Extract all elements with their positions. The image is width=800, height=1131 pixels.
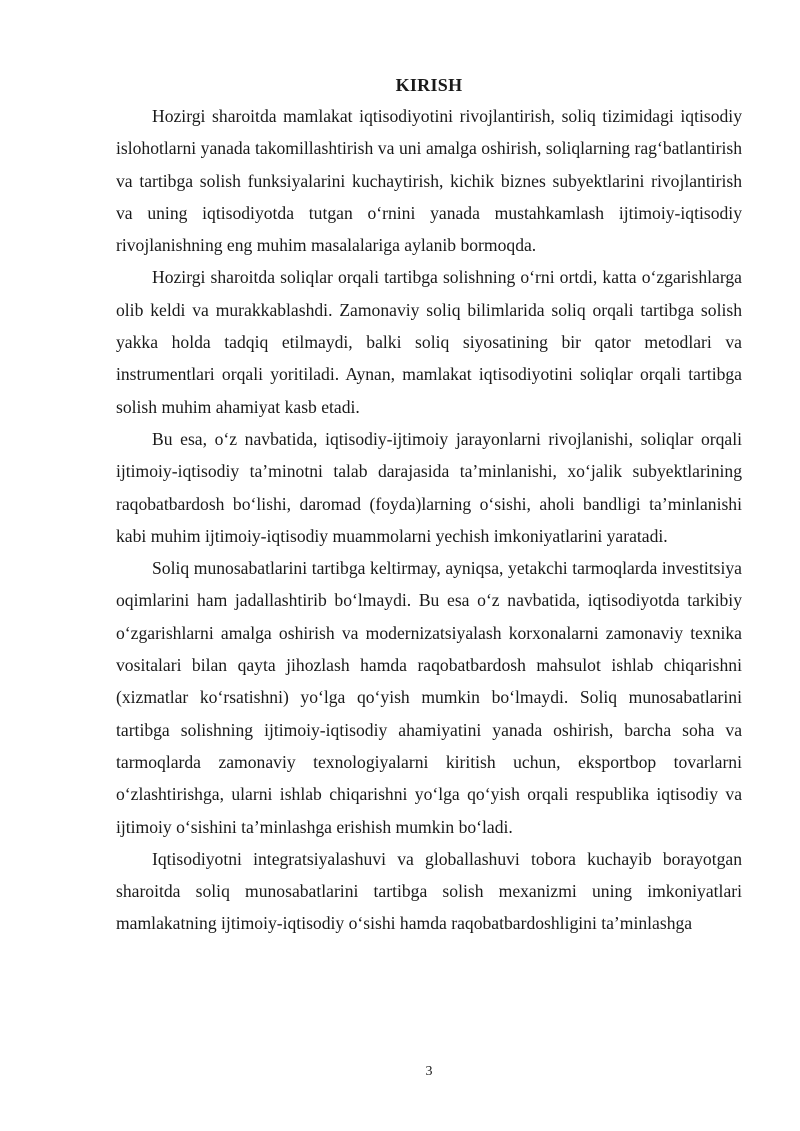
paragraph-3: Bu esa, o‘z navbatida, iqtisodiy-ijtimoiy jarayonlarni rivojlanishi, soliqlar orqali ijtimoiy-iqtisodiy ta’minotni talab darajasida ta’minlanishi, xo‘jalik subyektlarining raqobatbardosh bo‘lishi, daromad (foyda)larning o‘sishi, aholi bandligi ta’minlanishi kabi muhim ijtimoiy-iqtisodiy muammolarni yechish imkoniyatlarini yaratadi.	[116, 428, 742, 546]
paragraph-4: Soliq munosabatlarini tartibga keltirmay, ayniqsa, yetakchi tarmoqlarda investitsiya oqimlarini ham jadallashtirib bo‘lmaydi. Bu esa o‘z navbatida, iqtisodiyotda tarkibiy o‘zgarishlarni amalga oshirish va modernizatsiyalash korxonalarni zamonaviy texnika vositalari bilan qayta jihozlash hamda raqobatbardosh mahsulot ishlab chiqarishni (xizmatlar ko‘rsatishni) yo‘lga qo‘yish mumkin bo‘lmaydi. Soliq munosabatlarini tartibga solishning ijtimoiy-iqtisodiy ahamiyatini yanada oshirish, barcha soha va tarmoqlarda zamonaviy texnologiyalarni kiritish uchun, eksportbop tovarlarni o‘zlashtirishga, ularni ishlab chiqarishni yo‘lga qo‘yish orqali respublika iqtisodiy va ijtimoiy o‘sishini ta’minlashga erishish mumkin bo‘ladi.	[116, 558, 742, 837]
document-page	[116, 0, 742, 1131]
paragraph-5: Iqtisodiyotni integratsiyalashuvi va globallashuvi tobora kuchayib borayotgan sharoitda soliq munosabatlarini tartibga solish mexanizmi uning imkoniyatlari mamlakatning ijtimoiy-iqtisodiy o‘sishi hamda raqobatbardoshligini ta’minlashga	[116, 848, 742, 934]
section-heading: KIRISH	[395, 75, 463, 95]
paragraph-1: Hozirgi sharoitda mamlakat iqtisodiyotini rivojlantirish, soliq tizimidagi iqtisodiy islohotlarni yanada takomillashtirish va uni amalga oshirish, soliqlarning rag‘batlantirish va tartibga solish funksiyalarini kuchaytirish, kichik biznes subyektlarini rivojlantirish va uning iqtisodiyotda tutgan o‘rnini yanada mustahkamlash ijtimoiy-iqtisodiy rivojlanishning eng muhim masalalariga aylanib bormoqda.	[116, 106, 742, 256]
page-number: 3	[425, 1064, 433, 1079]
body-text	[116, 100, 742, 940]
paragraph-2: Hozirgi sharoitda soliqlar orqali tartibga solishning o‘rni ortdi, katta o‘zgarishlarga olib keldi va murakkablashdi. Zamonaviy soliq bilimlarida soliq orqali tartibga solish yakka holda tadqiq etilmaydi, balki soliq siyosatining bir qator metodlari va instrumentlari orqali yoritiladi. Aynan, mamlakat iqtisodiyotini soliqlar orqali tartibga solish muhim ahamiyat kasb etadi.	[116, 267, 742, 417]
